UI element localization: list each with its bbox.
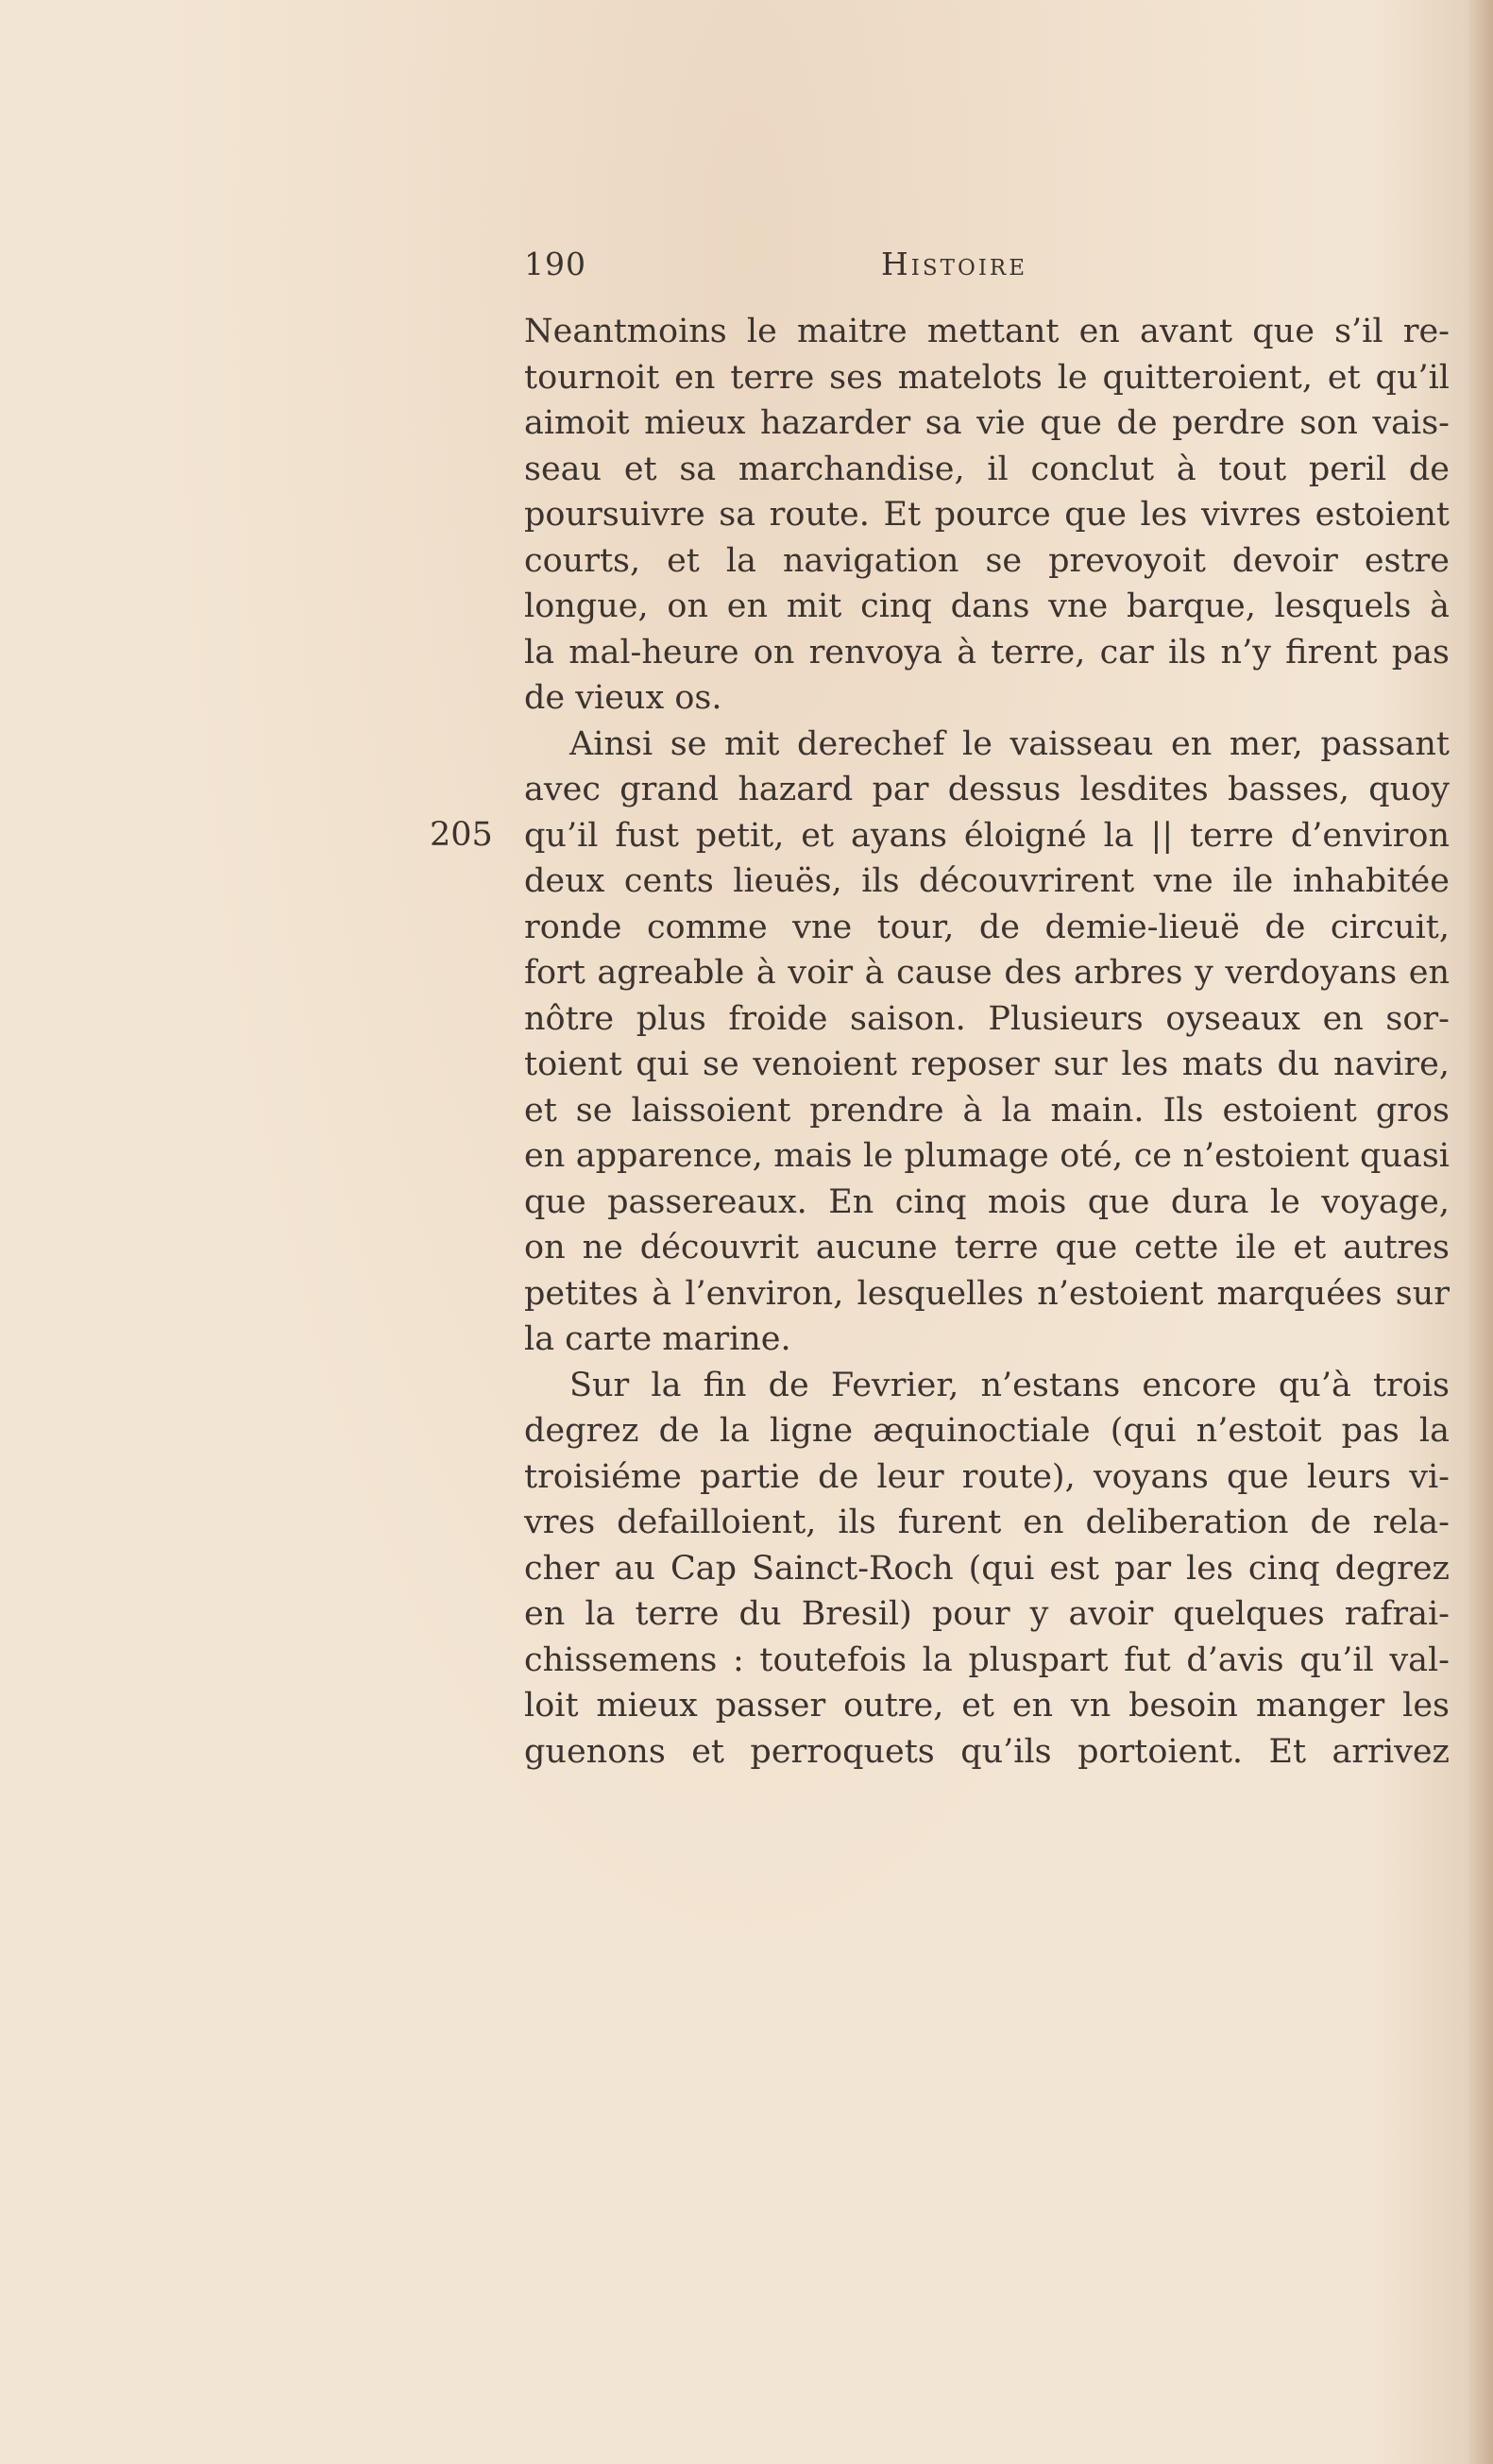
text-line: en apparence, mais le plumage oté, ce n’estoient quasi <box>524 1137 1450 1175</box>
text-line: la carte marine. <box>524 1320 791 1358</box>
text-line: ronde comme vne tour, de demie-lieuë de circuit, <box>524 908 1450 946</box>
page-number: 190 <box>524 246 586 282</box>
running-title: Histoire <box>881 246 1028 282</box>
text-line: de vieux os. <box>524 679 722 717</box>
text-line: et se laissoient prendre à la main. Ils estoient gros <box>524 1091 1450 1130</box>
text-line: Ainsi se mit derechef le vaisseau en mer, passant <box>569 724 1450 763</box>
body-text <box>524 309 1450 1775</box>
text-line: fort agreable à voir à cause des arbres y verdoyans en <box>524 954 1450 992</box>
text-line: degrez de la ligne æquinoctiale (qui n’estoit pas la <box>524 1412 1450 1450</box>
margin-folio-note: 205 <box>430 816 493 854</box>
text-line: poursuivre sa route. Et pource que les vivres estoient <box>524 496 1450 534</box>
text-line: courts, et la navigation se prevoyoit devoir estre <box>524 541 1450 580</box>
text-line: seau et sa marchandise, il conclut à tout peril de <box>524 450 1450 488</box>
text-line: Neantmoins le maitre mettant en avant que s’il re- <box>524 313 1450 350</box>
text-line: Sur la fin de Fevrier, n’estans encore qu’à trois <box>569 1366 1450 1404</box>
text-line: cher au Cap Sainct-Roch (qui est par les cinq degrez <box>524 1549 1450 1588</box>
text-line: qu’il fust petit, et ayans éloigné la || terre d’environ <box>524 816 1450 855</box>
text-line: deux cents lieuës, ils découvrirent vne ile inhabitée <box>524 862 1450 900</box>
paragraph <box>524 309 1450 722</box>
text-line: petites à l’environ, lesquelles n’estoient marquées sur <box>524 1274 1450 1313</box>
text-line: toient qui se venoient reposer sur les mats du navire, <box>524 1045 1450 1083</box>
text-line: tournoit en terre ses matelots le quitteroient, et qu’il <box>524 358 1450 397</box>
page-edge-shadow <box>1468 0 1493 2464</box>
text-line: que passereaux. En cinq mois que dura le voyage, <box>524 1182 1450 1221</box>
text-line: nôtre plus froide saison. Plusieurs oyseaux en sor- <box>524 999 1450 1038</box>
text-line: longue, on en mit cinq dans vne barque, lesquels à <box>524 587 1450 625</box>
text-line: troisiéme partie de leur route), voyans que leurs vi- <box>524 1457 1450 1496</box>
paragraph <box>524 722 1450 1363</box>
text-line: la mal-heure on renvoya à terre, car ils n’y firent pas <box>524 633 1450 671</box>
text-line: guenons et perroquets qu’ils portoient. Et arrivez <box>524 1732 1450 1771</box>
text-line: aimoit mieux hazarder sa vie que de perdre son vais- <box>524 404 1450 442</box>
text-line: chissemens : toutefois la pluspart fut d’avis qu’il val- <box>524 1640 1450 1679</box>
paragraph <box>524 1363 1450 1776</box>
text-line: on ne découvrit aucune terre que cette ile et autres <box>524 1229 1450 1266</box>
text-line: en la terre du Bresil) pour y avoir quelques rafrai- <box>524 1595 1450 1633</box>
text-line: loit mieux passer outre, et en vn besoin manger les <box>524 1687 1450 1725</box>
text-line: avec grand hazard par dessus lesdites basses, quoy <box>524 771 1450 808</box>
text-line: vres defailloient, ils furent en deliberation de rela- <box>524 1504 1450 1541</box>
